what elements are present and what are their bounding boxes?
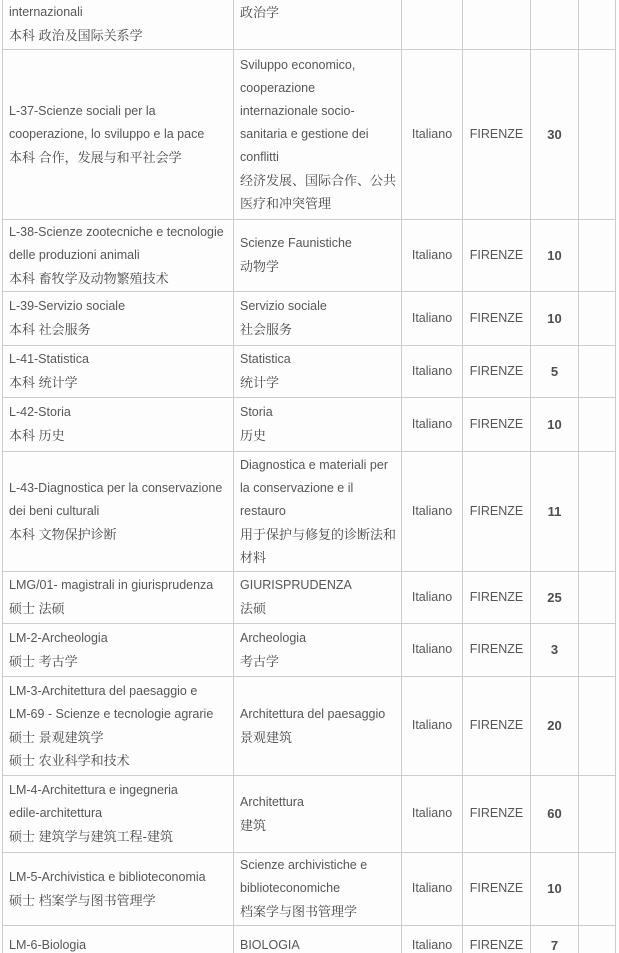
quota-cell: 20 bbox=[531, 676, 579, 775]
quota-cell: 25 bbox=[531, 571, 579, 623]
text-line: 硕士 建筑学与建筑工程-建筑 bbox=[9, 829, 173, 844]
table-row bbox=[3, 451, 616, 571]
text-line: 法硕 bbox=[240, 601, 267, 616]
degree-cell bbox=[3, 219, 234, 291]
text-line: cooperazione, lo sviluppo e la pace bbox=[9, 126, 205, 141]
program-cell bbox=[234, 49, 402, 219]
program-cell bbox=[234, 571, 402, 623]
quota-cell: 60 bbox=[531, 775, 579, 852]
language-cell: Italiano bbox=[402, 775, 463, 852]
text-line: Servizio sociale bbox=[240, 299, 327, 313]
text-line: Architettura bbox=[240, 794, 304, 809]
table-row bbox=[3, 291, 616, 345]
text-line: sanitaria e gestione dei bbox=[240, 126, 369, 141]
text-line: LM-2-Archeologia bbox=[9, 630, 108, 645]
language-cell: Italiano bbox=[402, 852, 463, 925]
program-cell bbox=[234, 345, 402, 397]
text-line: Sviluppo economico, bbox=[240, 57, 356, 72]
language-cell bbox=[402, 0, 463, 49]
text-line: 本科 政治及国际关系学 bbox=[9, 28, 143, 44]
text-line: Statistica bbox=[240, 352, 291, 366]
quota-cell bbox=[531, 0, 579, 49]
text-line: L-43-Diagnostica per la conservazione bbox=[9, 480, 223, 495]
table-row bbox=[3, 775, 616, 852]
text-line: la conservazione e il bbox=[240, 480, 354, 495]
city-cell: FIRENZE bbox=[463, 451, 531, 571]
degree-cell bbox=[3, 852, 234, 925]
degree-cell bbox=[3, 925, 234, 953]
text-line: Scienze archivistiche e bbox=[240, 858, 368, 872]
program-cell bbox=[234, 0, 402, 49]
language-cell: Italiano bbox=[402, 925, 463, 953]
language-cell: Italiano bbox=[402, 397, 463, 451]
extra-cell bbox=[579, 852, 616, 925]
table-row bbox=[3, 49, 616, 219]
extra-cell bbox=[579, 623, 616, 676]
extra-cell bbox=[579, 219, 616, 291]
table-row bbox=[3, 852, 616, 925]
city-cell: FIRENZE bbox=[463, 775, 531, 852]
language-cell: Italiano bbox=[402, 291, 463, 345]
degree-cell bbox=[3, 49, 234, 219]
quota-cell: 10 bbox=[531, 397, 579, 451]
text-line: LM-4-Architettura e ingegneria bbox=[9, 783, 178, 797]
language-cell: Italiano bbox=[402, 451, 463, 571]
table-row bbox=[3, 0, 616, 49]
table-row bbox=[3, 925, 616, 953]
text-line: Diagnostica e materiali per bbox=[240, 457, 388, 472]
extra-cell bbox=[579, 775, 616, 852]
extra-cell bbox=[579, 291, 616, 345]
table-row bbox=[3, 571, 616, 623]
city-cell bbox=[463, 0, 531, 49]
text-line: 本科 历史 bbox=[9, 428, 65, 443]
text-line: 考古学 bbox=[240, 653, 280, 669]
text-line: 硕士 法硕 bbox=[9, 601, 65, 616]
text-line: 动物学 bbox=[240, 259, 280, 274]
text-line: 本科 统计学 bbox=[9, 375, 78, 390]
text-line: LMG/01- magistrali in giurisprudenza bbox=[9, 578, 214, 592]
table-row bbox=[3, 397, 616, 451]
program-cell bbox=[234, 219, 402, 291]
text-line: 建筑 bbox=[240, 817, 267, 833]
language-cell: Italiano bbox=[402, 623, 463, 676]
text-line: L-39-Servizio sociale bbox=[9, 299, 126, 313]
extra-cell bbox=[579, 49, 616, 219]
text-line: 本科 畜牧学及动物繁殖技术 bbox=[9, 270, 169, 286]
city-cell: FIRENZE bbox=[463, 852, 531, 925]
text-line: dei beni culturali bbox=[9, 503, 100, 518]
city-cell: FIRENZE bbox=[463, 676, 531, 775]
table-row bbox=[3, 623, 616, 676]
text-line: 经济发展、国际合作、公共 bbox=[240, 172, 397, 188]
language-cell: Italiano bbox=[402, 571, 463, 623]
program-cell bbox=[234, 676, 402, 775]
extra-cell bbox=[579, 451, 616, 571]
city-cell: FIRENZE bbox=[463, 571, 531, 623]
extra-cell bbox=[579, 571, 616, 623]
language-cell: Italiano bbox=[402, 219, 463, 291]
text-line: 统计学 bbox=[240, 375, 280, 390]
program-cell bbox=[234, 623, 402, 676]
quota-cell: 7 bbox=[531, 925, 579, 953]
text-line: 硕士 农业科学和技术 bbox=[9, 752, 130, 768]
program-cell bbox=[234, 852, 402, 925]
degree-cell bbox=[3, 676, 234, 775]
text-line: 本科 社会服务 bbox=[9, 322, 91, 337]
degree-cell bbox=[3, 0, 234, 49]
quota-cell: 3 bbox=[531, 623, 579, 676]
table-row bbox=[3, 676, 616, 775]
text-line: Archeologia bbox=[240, 630, 307, 645]
text-line: biblioteconomiche bbox=[240, 881, 341, 895]
quota-cell: 30 bbox=[531, 49, 579, 219]
table-row bbox=[3, 345, 616, 397]
program-cell bbox=[234, 925, 402, 953]
text-line: 硕士 景观建筑学 bbox=[9, 729, 104, 745]
text-line: 用于保护与修复的诊断法和 bbox=[240, 526, 397, 542]
text-line: LM-6-Biologia bbox=[9, 937, 87, 952]
degree-cell bbox=[3, 571, 234, 623]
programs-table bbox=[2, 0, 616, 953]
degree-cell bbox=[3, 397, 234, 451]
text-line: internazionale socio- bbox=[240, 103, 355, 118]
text-line: delle produzioni animali bbox=[9, 247, 140, 262]
text-line: restauro bbox=[240, 503, 286, 518]
extra-cell bbox=[579, 676, 616, 775]
text-line: 本科 合作，发展与和平社会学 bbox=[9, 149, 182, 165]
text-line: L-42-Storia bbox=[9, 405, 71, 419]
city-cell: FIRENZE bbox=[463, 623, 531, 676]
quota-cell: 10 bbox=[531, 219, 579, 291]
text-line: LM-69 - Scienze e tecnologie agrarie bbox=[9, 706, 214, 721]
text-line: 医疗和冲突管理 bbox=[240, 195, 332, 211]
text-line: 档案学与图书管理学 bbox=[240, 904, 358, 919]
text-line: internazionali bbox=[9, 5, 83, 20]
city-cell: FIRENZE bbox=[463, 219, 531, 291]
city-cell: FIRENZE bbox=[463, 397, 531, 451]
quota-cell: 10 bbox=[531, 852, 579, 925]
language-cell: Italiano bbox=[402, 49, 463, 219]
text-line: 政治学 bbox=[240, 5, 280, 20]
text-line: 本科 文物保护诊断 bbox=[9, 526, 117, 542]
text-line: edile-architettura bbox=[9, 806, 103, 820]
text-line: LM-3-Architettura del paesaggio e bbox=[9, 683, 198, 698]
program-cell bbox=[234, 291, 402, 345]
program-cell bbox=[234, 397, 402, 451]
extra-cell bbox=[579, 0, 616, 49]
text-line: 景观建筑 bbox=[240, 729, 293, 745]
text-line: 材料 bbox=[240, 549, 267, 565]
language-cell: Italiano bbox=[402, 676, 463, 775]
city-cell: FIRENZE bbox=[463, 49, 531, 219]
degree-cell bbox=[3, 291, 234, 345]
quota-cell: 5 bbox=[531, 345, 579, 397]
city-cell: FIRENZE bbox=[463, 345, 531, 397]
text-line: conflitti bbox=[240, 149, 279, 164]
text-line: 硕士 考古学 bbox=[9, 653, 78, 669]
table-row bbox=[3, 219, 616, 291]
text-line: Storia bbox=[240, 405, 273, 419]
language-cell: Italiano bbox=[402, 345, 463, 397]
text-line: cooperazione bbox=[240, 80, 316, 95]
text-line: BIOLOGIA bbox=[240, 937, 300, 952]
degree-cell bbox=[3, 775, 234, 852]
text-line: GIURISPRUDENZA bbox=[240, 578, 352, 592]
text-line: L-41-Statistica bbox=[9, 352, 89, 366]
degree-cell bbox=[3, 345, 234, 397]
city-cell: FIRENZE bbox=[463, 291, 531, 345]
text-line: 社会服务 bbox=[240, 322, 293, 337]
extra-cell bbox=[579, 925, 616, 953]
quota-cell: 11 bbox=[531, 451, 579, 571]
quota-cell: 10 bbox=[531, 291, 579, 345]
extra-cell bbox=[579, 397, 616, 451]
text-line: L-37-Scienze sociali per la bbox=[9, 103, 156, 118]
text-line: 硕士 档案学与图书管理学 bbox=[9, 892, 156, 908]
extra-cell bbox=[579, 345, 616, 397]
degree-cell bbox=[3, 451, 234, 571]
programs-table-body bbox=[3, 0, 616, 953]
text-line: L-38-Scienze zootecniche e tecnologie bbox=[9, 224, 224, 239]
city-cell: FIRENZE bbox=[463, 925, 531, 953]
program-cell bbox=[234, 775, 402, 852]
text-line: Scienze Faunistiche bbox=[240, 236, 352, 250]
text-line: Architettura del paesaggio bbox=[240, 706, 386, 721]
text-line: 历史 bbox=[240, 428, 267, 443]
degree-cell bbox=[3, 623, 234, 676]
text-line: LM-5-Archivistica e biblioteconomia bbox=[9, 869, 206, 884]
program-cell bbox=[234, 451, 402, 571]
